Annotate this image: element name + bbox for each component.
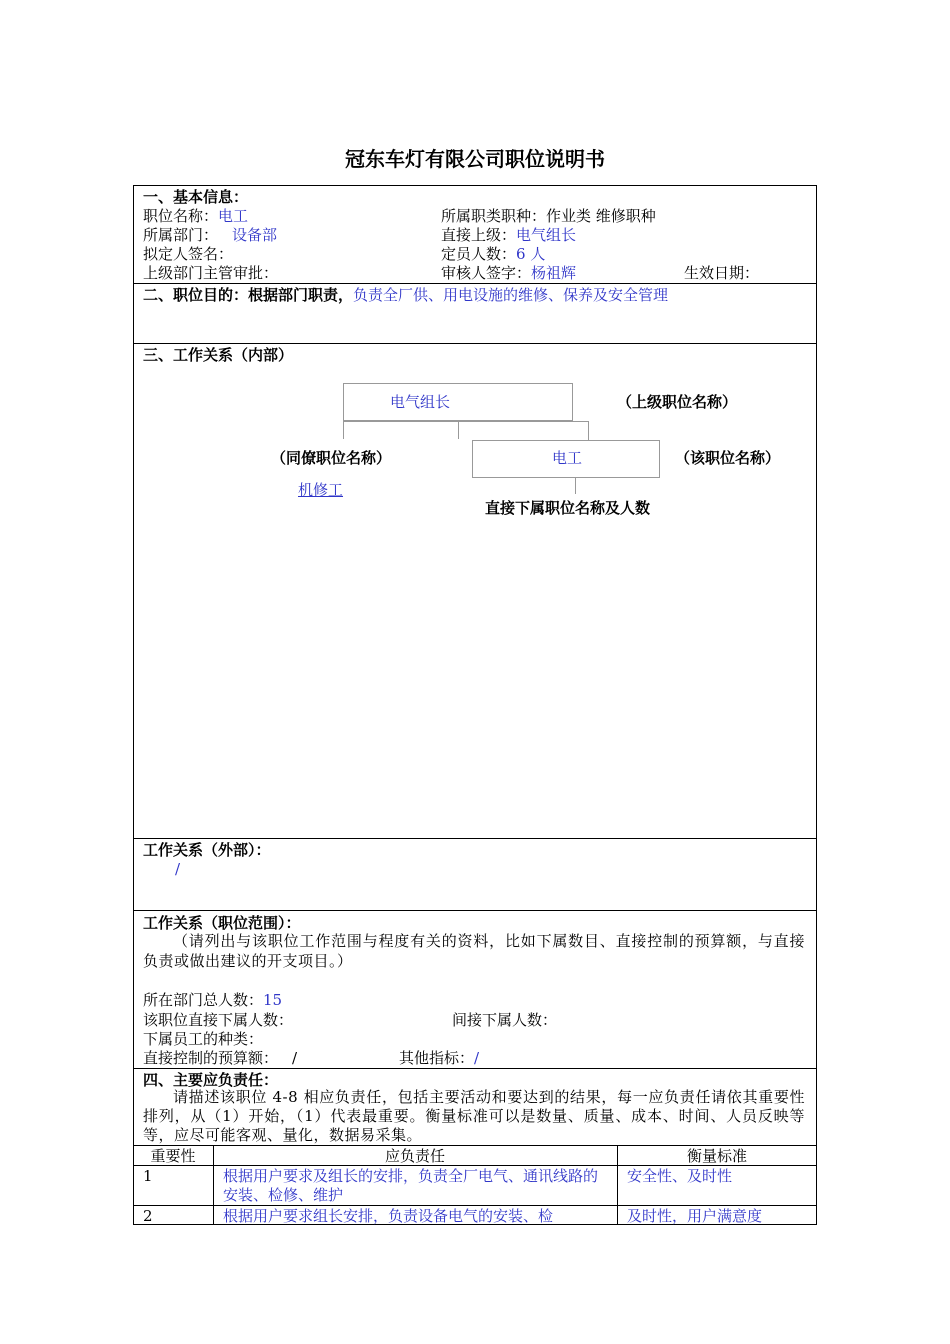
duties-heading: 四、主要应负责任：	[143, 1071, 279, 1089]
dept-total-label: 所在部门总人数：	[143, 991, 264, 1009]
row2-measure: 及时性，用户满意度	[627, 1207, 763, 1225]
row2-duty: 根据用户要求组长安排，负责设备电气的安装、检	[223, 1207, 554, 1225]
sub-type-label: 下属员工的种类：	[143, 1030, 264, 1048]
row2-rank: 2	[143, 1207, 153, 1225]
position-name-row	[143, 207, 248, 225]
connector-down	[575, 478, 576, 494]
dept-label: 所属部门：	[143, 226, 219, 244]
position-value: 电工	[218, 207, 249, 225]
connector-right	[588, 421, 589, 441]
headcount-row	[441, 245, 545, 263]
form-frame	[133, 185, 817, 1225]
other-label: 其他指标：	[399, 1049, 475, 1067]
dept-total-value: 15	[263, 991, 283, 1009]
peer-value: 机修工	[298, 481, 344, 499]
divider-scope	[133, 1068, 817, 1069]
superior-label: 直接上级：	[441, 226, 517, 244]
other-value: /	[474, 1049, 480, 1067]
peer-caption: （同僚职位名称）	[271, 449, 392, 467]
dept-row	[143, 226, 277, 244]
duties-instruction: 请描述该职位 4-8 相应负责任，包括主要活动和要达到的结果，每一应负责任请依其重要性排列，从（1）开始，（1）代表最重要。衡量标准可以是数量、质量、成本、时间、人员反映等等，应尽可能客观、量化，数据易采集。	[143, 1088, 805, 1144]
superior-box-label: 电气组长	[390, 393, 451, 411]
row1-duty: 根据用户要求及组长的安排，负责全厂电气、通讯线路的安装、检修、维护	[223, 1167, 599, 1204]
external-heading: 工作关系（外部）：	[143, 841, 271, 859]
category-label: 所属职类职种：作业类 维修职种	[441, 207, 656, 225]
indirect-sub-label: 间接下属人数：	[452, 1011, 558, 1029]
drafter-label: 拟定人签名：	[143, 245, 234, 263]
direct-sub-label: 该职位直接下属人数：	[143, 1011, 294, 1029]
headcount-label: 定员人数：	[441, 245, 517, 263]
dept-total-row	[143, 991, 282, 1009]
approver-label: 上级部门主管审批：	[143, 264, 279, 282]
table-row-line	[133, 1205, 817, 1206]
divider-basic	[133, 283, 817, 284]
divider-external	[133, 910, 817, 911]
connector-mid	[458, 421, 459, 439]
internal-heading: 三、工作关系（内部）	[143, 346, 294, 364]
superior-box	[343, 383, 573, 421]
self-caption: （该职位名称）	[675, 449, 781, 467]
basic-heading: 一、基本信息：	[143, 188, 249, 206]
superior-row	[441, 226, 576, 244]
header-rank: 重要性	[150, 1147, 196, 1165]
effective-date-label: 生效日期：	[684, 264, 760, 282]
purpose-text: 负责全厂供、用电设施的维修、保养及安全管理	[353, 286, 669, 304]
budget-label: 直接控制的预算额：	[143, 1049, 279, 1067]
scope-instruction: （请列出与该职位工作范围与程度有关的资料，比如下属数目、直接控制的预算额，与直接负责或做出建议的开支项目。）	[143, 932, 805, 970]
table-top-line	[133, 1145, 817, 1146]
dept-value: 设备部	[232, 226, 278, 244]
reviewer-value: 杨祖辉	[531, 264, 577, 282]
row1-measure: 安全性、及时性	[627, 1167, 733, 1185]
purpose-heading: 二、职位目的：根据部门职责，	[143, 286, 354, 304]
other-row	[399, 1049, 479, 1067]
self-box-label: 电工	[552, 449, 583, 467]
subordinate-caption: 直接下属职位名称及人数	[485, 499, 651, 517]
header-duty: 应负责任	[384, 1147, 445, 1165]
budget-value: /	[292, 1049, 298, 1067]
connector-left	[343, 421, 344, 439]
purpose-row	[143, 286, 668, 304]
superior-caption: （上级职位名称）	[617, 393, 738, 411]
header-measure: 衡量标准	[686, 1147, 747, 1165]
superior-value: 电气组长	[516, 226, 577, 244]
divider-internal	[133, 838, 817, 839]
divider-purpose	[133, 343, 817, 344]
row1-rank: 1	[143, 1167, 153, 1185]
external-value: /	[175, 860, 181, 878]
document-title: 冠东车灯有限公司职位说明书	[345, 147, 605, 171]
budget-row	[143, 1049, 297, 1067]
scope-heading: 工作关系（职位范围）：	[143, 914, 301, 932]
reviewer-row	[441, 264, 576, 282]
headcount-value: 6 人	[516, 245, 546, 263]
reviewer-label: 审核人签字：	[441, 264, 532, 282]
position-label: 职位名称：	[143, 207, 219, 225]
connector-h	[343, 421, 588, 422]
